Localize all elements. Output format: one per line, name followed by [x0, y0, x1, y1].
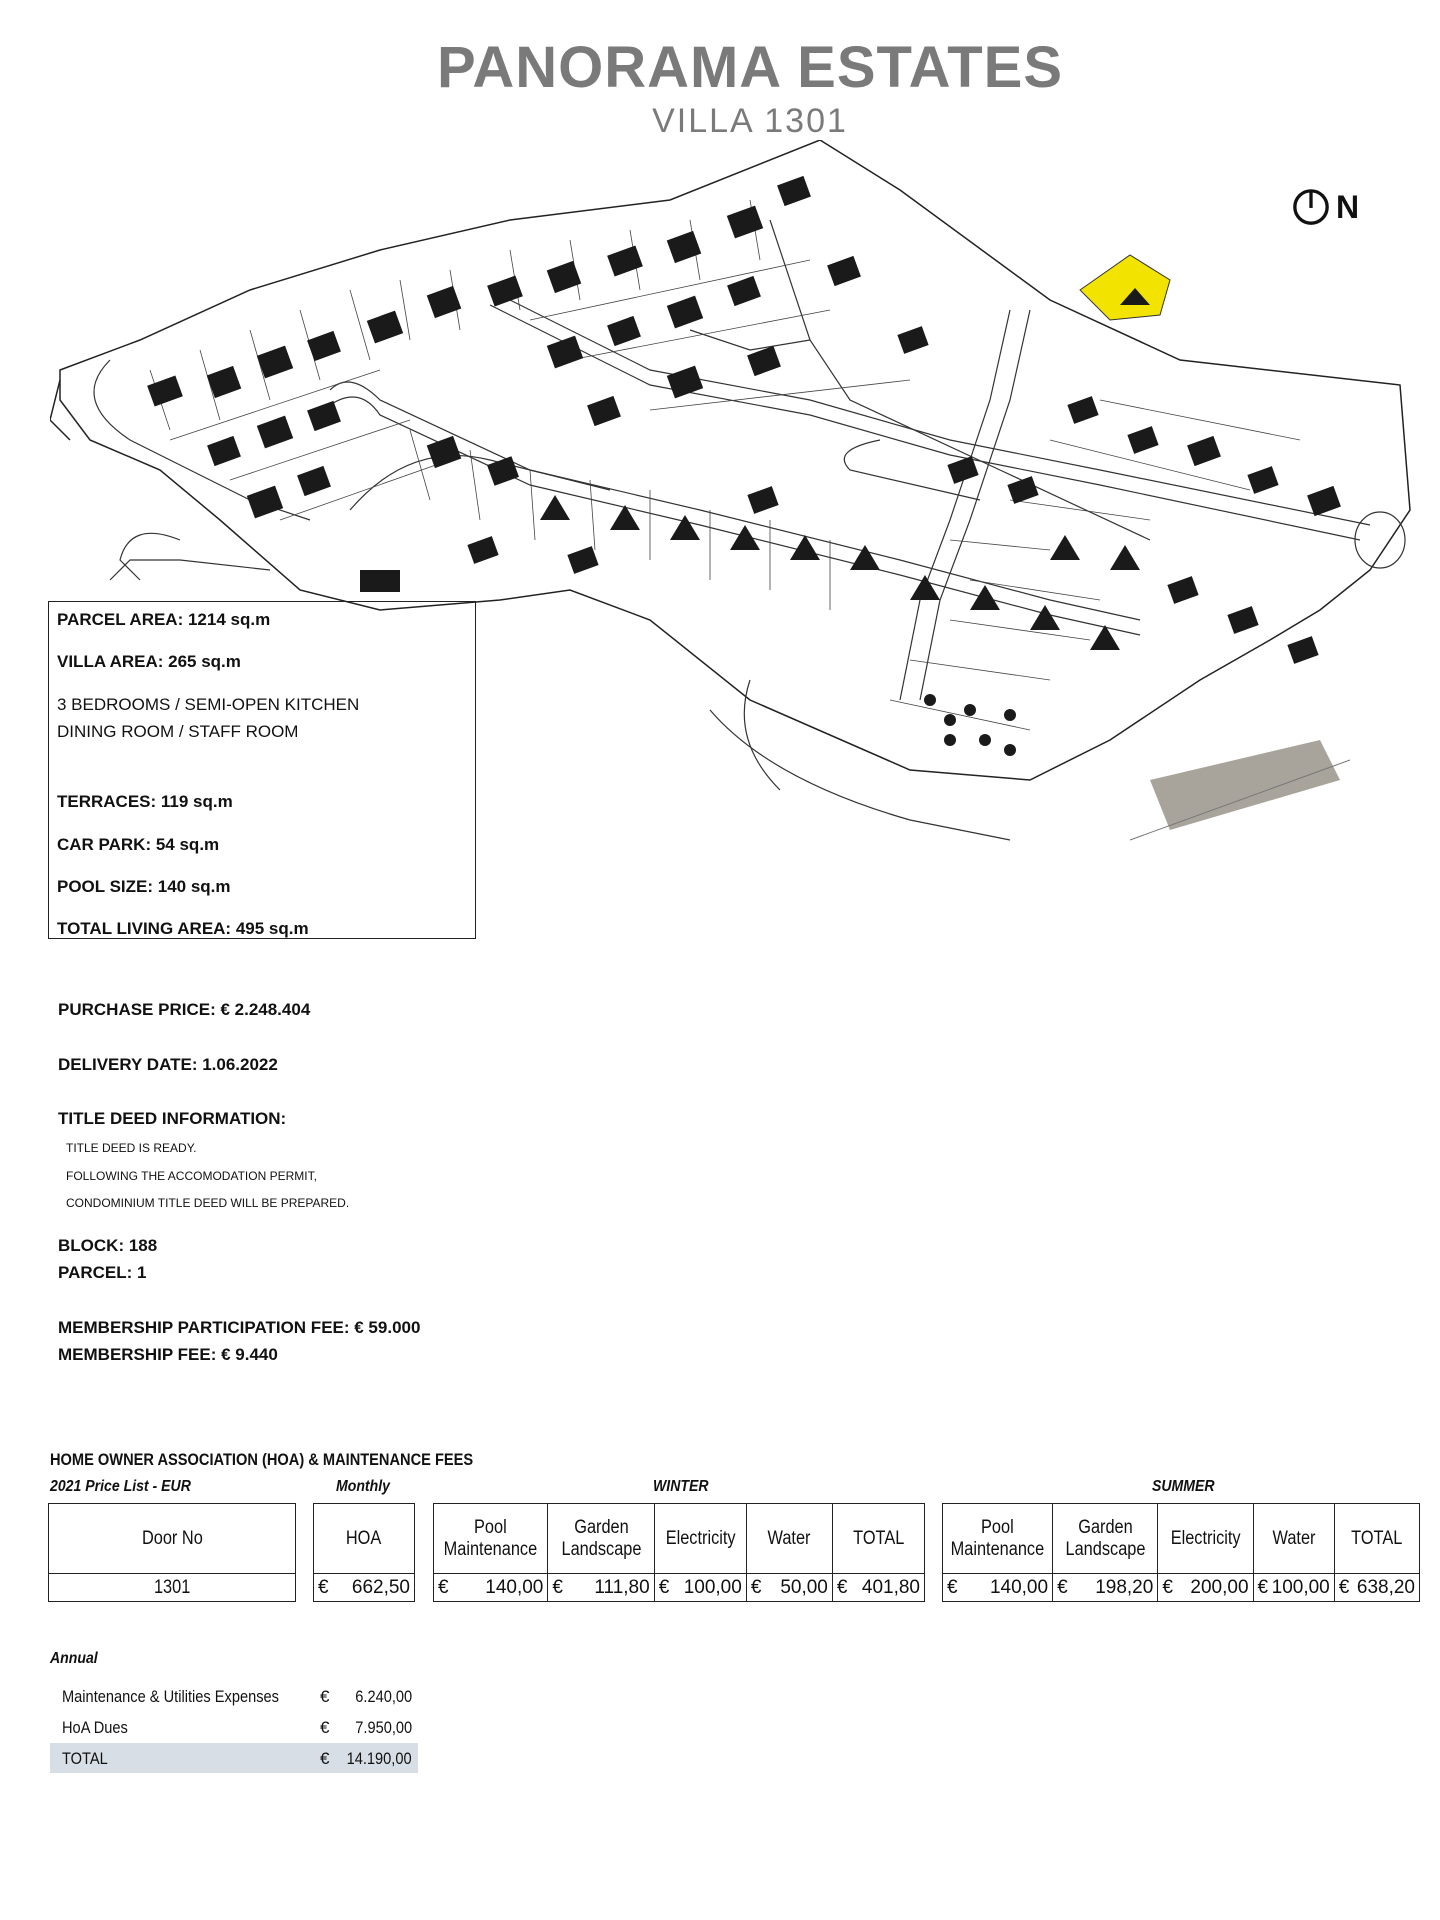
annual-currency: € — [320, 1718, 330, 1737]
villa-specs-box — [48, 601, 476, 939]
annual-heading: Annual — [50, 1650, 98, 1667]
annual-row-maintenance — [50, 1681, 418, 1711]
title-deed-line: CONDOMINIUM TITLE DEED WILL BE PREPARED. — [66, 1196, 350, 1210]
winter-table — [433, 1503, 925, 1602]
beach-strip — [1130, 740, 1350, 840]
hoa-heading: HOME OWNER ASSOCIATION (HOA) & MAINTENANCE FEES — [50, 1450, 474, 1469]
summer-garden-value: € 198,20 — [1053, 1574, 1158, 1602]
title-deed-heading: TITLE DEED INFORMATION: — [58, 1109, 287, 1128]
rooms-line-2: DINING ROOM / STAFF ROOM — [57, 722, 299, 741]
rooms-line-1: 3 BEDROOMS / SEMI-OPEN KITCHEN — [57, 695, 360, 714]
hoa-header: HOA — [314, 1504, 415, 1574]
delivery-date: DELIVERY DATE: 1.06.2022 — [58, 1055, 278, 1074]
hoa-monthly-table — [313, 1503, 415, 1602]
north-indicator — [1292, 188, 1359, 226]
villa-area: VILLA AREA: 265 sq.m — [57, 652, 241, 671]
col-water: Water — [1253, 1504, 1334, 1574]
col-garden-landscape: Garden Landscape — [1053, 1504, 1158, 1574]
door-no-value: 1301 — [49, 1574, 296, 1602]
summer-caption: SUMMER — [1152, 1478, 1215, 1495]
col-pool-maintenance: Pool Maintenance — [943, 1504, 1053, 1574]
block-number: BLOCK: 188 — [58, 1236, 158, 1255]
col-pool-maintenance: Pool Maintenance — [434, 1504, 548, 1574]
col-total: TOTAL — [1334, 1504, 1419, 1574]
winter-total-value: € 401,80 — [832, 1574, 924, 1602]
summer-table — [942, 1503, 1420, 1602]
annual-label: HoA Dues — [62, 1718, 128, 1737]
summer-electricity-value: € 200,00 — [1158, 1574, 1253, 1602]
north-label: N — [1336, 188, 1360, 225]
membership-participation-fee: MEMBERSHIP PARTICIPATION FEE: € 59.000 — [58, 1318, 421, 1337]
door-no-header: Door No — [49, 1504, 296, 1574]
winter-electricity-value: € 100,00 — [654, 1574, 746, 1602]
summer-water-value: € 100,00 — [1253, 1574, 1334, 1602]
annual-currency: € — [320, 1687, 330, 1706]
col-total: TOTAL — [832, 1504, 924, 1574]
winter-pool-value: € 140,00 — [434, 1574, 548, 1602]
north-arrow-icon — [1292, 188, 1330, 226]
parcel-area: PARCEL AREA: 1214 sq.m — [57, 610, 271, 629]
membership-fee: MEMBERSHIP FEE: € 9.440 — [58, 1345, 278, 1364]
highlight-villa-1301 — [1080, 255, 1170, 320]
col-electricity: Electricity — [654, 1504, 746, 1574]
annual-row-hoa-dues — [50, 1712, 418, 1742]
winter-water-value: € 50,00 — [746, 1574, 832, 1602]
terraces: TERRACES: 119 sq.m — [57, 792, 233, 811]
winter-garden-value: € 111,80 — [548, 1574, 654, 1602]
col-garden-landscape: Garden Landscape — [548, 1504, 654, 1574]
summer-total-value: € 638,20 — [1334, 1574, 1419, 1602]
col-water: Water — [746, 1504, 832, 1574]
annual-value: 6.240,00 — [355, 1687, 412, 1706]
parcel-number: PARCEL: 1 — [58, 1263, 147, 1282]
page-title: PANORAMA ESTATES — [436, 35, 1064, 100]
villa-subtitle: VILLA 1301 — [652, 102, 848, 140]
total-living-area: TOTAL LIVING AREA: 495 sq.m — [57, 919, 309, 938]
annual-value: 7.950,00 — [355, 1718, 412, 1737]
hoa-monthly-value: € 662,50 — [314, 1574, 415, 1602]
title-deed-line: TITLE DEED IS READY. — [66, 1141, 197, 1155]
annual-label: TOTAL — [62, 1749, 108, 1768]
title-deed-line: FOLLOWING THE ACCOMODATION PERMIT, — [66, 1169, 317, 1183]
winter-caption: WINTER — [653, 1478, 709, 1495]
col-electricity: Electricity — [1158, 1504, 1253, 1574]
monthly-caption: Monthly — [336, 1478, 390, 1495]
car-park: CAR PARK: 54 sq.m — [57, 835, 220, 854]
pool-size: POOL SIZE: 140 sq.m — [57, 877, 231, 896]
purchase-price: PURCHASE PRICE: € 2.248.404 — [58, 1000, 311, 1019]
door-table — [48, 1503, 296, 1602]
annual-row-total — [50, 1743, 418, 1773]
annual-currency: € — [320, 1749, 330, 1768]
annual-label: Maintenance & Utilities Expenses — [62, 1687, 279, 1706]
summer-pool-value: € 140,00 — [943, 1574, 1053, 1602]
price-list-caption: 2021 Price List - EUR — [50, 1478, 191, 1495]
annual-value: 14.190,00 — [346, 1749, 412, 1768]
